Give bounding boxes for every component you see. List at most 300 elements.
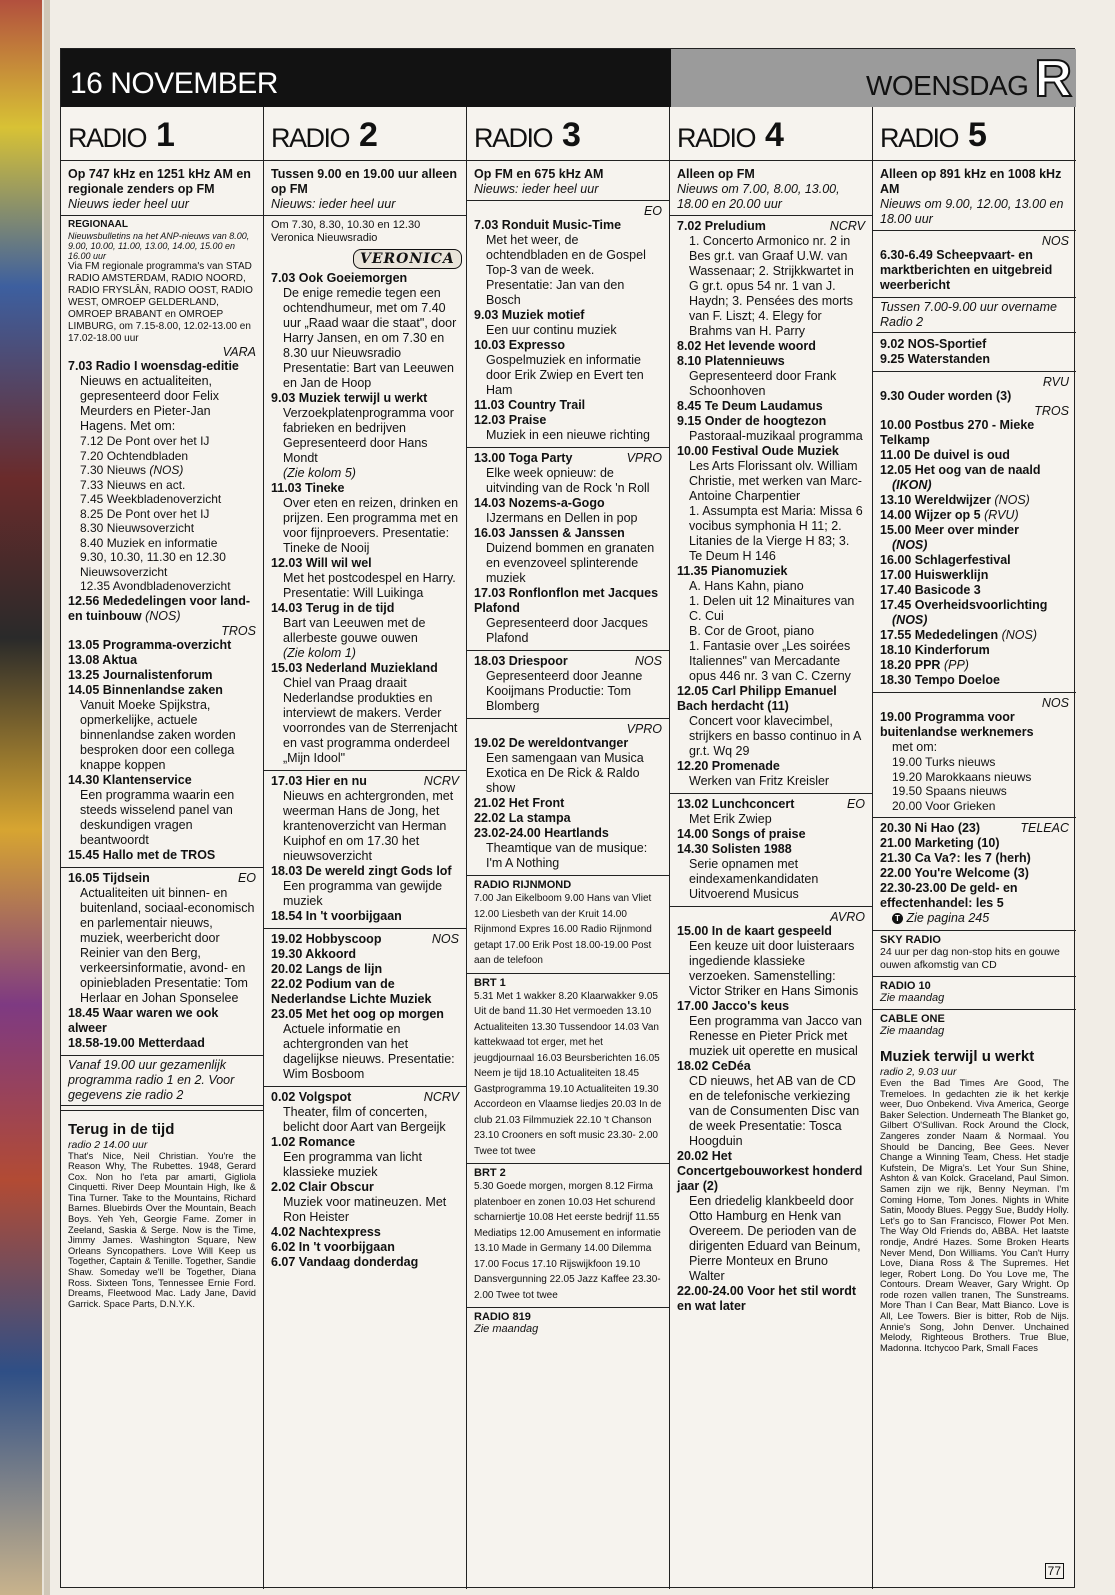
- program-title: [677, 1149, 865, 1194]
- program-name: 9.30 Ouder worden (3): [880, 389, 1012, 403]
- program-description: Theamtique van de musique: I'm A Nothing: [486, 841, 648, 870]
- program-title: [880, 643, 1069, 658]
- program-name: 18.03 Driespoor: [474, 654, 568, 668]
- program-name: 8.02 Het levende woord: [677, 339, 816, 353]
- program-name: 13.05 Programma-overzicht: [68, 637, 232, 652]
- radio-column: [61, 107, 264, 1589]
- program-description: Bart van Leeuwen met de allerbeste gouwe ouwen: [283, 616, 426, 645]
- program-description: Muziek voor matineuzen. Met Ron Heister: [283, 1195, 447, 1224]
- feature-box-title: Muziek terwijl u werkt: [880, 1048, 1035, 1065]
- program-name: 8.45 Te Deum Laudamus: [677, 399, 823, 413]
- program-title: [271, 932, 459, 947]
- subitem-text: 7.20 Ochtendbladen: [80, 448, 189, 463]
- radio-number: 3: [562, 116, 581, 154]
- divider: [873, 976, 1076, 977]
- program-title: [68, 359, 256, 374]
- program-name: 7.03 Ook Goeiemorgen: [271, 271, 408, 285]
- program-title: [474, 218, 662, 233]
- subitem-text: 7.33 Nieuws en act.: [80, 477, 186, 492]
- program-name: 2.02 Clair Obscur: [271, 1180, 374, 1194]
- station-info: 24 uur per dag non-stop hits en gouwe ouwen afkomstig van CD: [880, 946, 1060, 971]
- broadcaster-tag: NCRV: [423, 774, 459, 788]
- program-title: [880, 821, 1069, 836]
- program-name: 11.03 Tineke: [271, 481, 345, 495]
- program-name: 17.00 Huiswerklijn: [880, 568, 989, 582]
- program-description: Actualiteiten uit binnen- en buitenland, sociaal-economisch en parlementair nieuws, muziek, weerbericht door Reinier van den Berg, verkeersinformatie, avond- en opiniebladen Presentatie: Tom Herlaar en Johan Sponselee: [80, 885, 255, 1005]
- divider: [61, 867, 263, 868]
- program-description: Een programma van Jacco van Renesse en Pieter Prick met muziek uit operette en musical: [689, 1014, 863, 1058]
- subitem-text: 12.35 Avondbladenoverzicht: [80, 579, 231, 593]
- program-name: 15.00 In de kaart gespeeld: [677, 924, 832, 938]
- frequency-info: Op 747 kHz en 1251 kHz AM en regionale zenders op FM: [68, 167, 251, 196]
- program-name: 22.02 Podium van de Nederlandse Lichte Muziek: [271, 977, 432, 1006]
- regional-title: REGIONAAL: [68, 219, 128, 230]
- program-title: [474, 496, 662, 511]
- program-description: Nieuws en achtergronden, met weerman Hans de Jong, het krantenoverzicht van Herman Kuiphof en om 17.30 het nieuwsoverzicht: [283, 789, 454, 863]
- program-title: [880, 851, 1069, 866]
- program-title: [68, 594, 256, 624]
- program-name: 12.03 Praise: [474, 413, 547, 427]
- station-schedule: Zie maandag: [474, 1323, 539, 1335]
- program-title: [271, 481, 459, 496]
- program-description: Een uur continu muziek: [486, 323, 617, 337]
- radio-number: 4: [765, 116, 784, 154]
- program-title: [474, 526, 662, 541]
- program-name: 6.07 Vandaag donderdag: [271, 1255, 419, 1269]
- program-name: 18.03 De wereld zingt Gods lof: [271, 864, 452, 878]
- program-title: [880, 493, 1069, 508]
- program-description: Een programma waarin een steeds wisselend panel van deskundigen vragen beantwoordt: [80, 787, 235, 847]
- station-title: CABLE ONE: [880, 1013, 945, 1025]
- divider: [873, 692, 1076, 693]
- schedule-subitem: [68, 550, 256, 579]
- program-name: 12.03 Will wil wel: [271, 556, 372, 570]
- program-title: [68, 653, 256, 668]
- program-title: [271, 391, 459, 406]
- program-name: 23.02-24.00 Heartlands: [474, 826, 609, 840]
- radio-word: RADIO: [68, 123, 147, 153]
- program-name: 20.02 Het Concertgebouworkest honderd jaar (2): [677, 1149, 863, 1193]
- program-name: 7.03 Radio I woensdag-editie: [68, 359, 239, 373]
- program-description: Gepresenteerd door Jacques Plafond: [486, 616, 648, 645]
- feature-box-subtitle: radio 2 14.00 uur: [68, 1138, 148, 1151]
- program-description: Gepresenteerd door Frank Schoonhoven: [689, 369, 837, 398]
- divider: [264, 1086, 466, 1087]
- program-description: Les Arts Florissant olv. William Christie, met werken van Marc-Antoine Charpentier: [689, 459, 862, 503]
- program-description: B. Cor de Groot, piano: [689, 624, 815, 638]
- program-title: [271, 962, 459, 977]
- program-title: [271, 1135, 459, 1150]
- footnote: Vanaf 19.00 uur gezamenlijk programma radio 1 en 2. Voor gegevens zie radio 2: [61, 1055, 263, 1106]
- program-title: [68, 638, 256, 653]
- program-description: Gospelmuziek en informatie door Erik Zwiep en Evert ten Ham: [486, 353, 644, 397]
- program-name: 10.00 Postbus 270 - Mieke Telkamp: [880, 418, 1035, 447]
- program-name: 16.03 Janssen & Janssen: [474, 526, 625, 540]
- program-name: 12.56 Mededelingen voor land- en tuinbouw: [68, 593, 250, 623]
- program-description: Pastoraal-muzikaal programma: [689, 429, 863, 443]
- program-name: 12.05 Het oog van de naald: [880, 463, 1041, 477]
- program-name: 23.05 Met het oog op morgen: [271, 1007, 444, 1021]
- program-name: 17.00 Jacco's keus: [677, 999, 790, 1013]
- date-bar: [61, 49, 671, 107]
- frequency-info: Op FM en 675 kHz AM: [474, 167, 604, 181]
- date-header: [61, 49, 1076, 107]
- program-description: Werken van Fritz Kreisler: [689, 774, 830, 788]
- program-name: 10.00 Festival Oude Muziek: [677, 444, 839, 458]
- subitem-text: 7.45 Weekbladenoverzicht: [80, 492, 222, 506]
- program-description: De enige remedie tegen een ochtendhumeur, met om 7.40 uur „Raad waar die staat", door Harry Jansen, en om 7.30 en 8.30 uur Nieuwsradio Presentatie: Bart van Leeuwen en Jan de Hoop: [283, 286, 457, 390]
- station-title: BRT 1: [474, 976, 506, 989]
- program-description: Een keuze uit door luisteraars ingediende klassieke verzoeken. Samenstelling: Victor Striker en Hans Simonis: [689, 939, 859, 998]
- broadcaster-tag: NOS: [431, 932, 459, 946]
- program-title: [880, 248, 1069, 293]
- program-description: Muziek in een nieuwe richting: [486, 428, 650, 442]
- schedule-subitem: [880, 799, 1069, 814]
- program-title: [677, 219, 865, 234]
- program-name: 18.58-19.00 Metterdaad: [68, 1035, 205, 1050]
- section-badge: R: [1034, 50, 1072, 108]
- program-description: Een driedelig klankbeeld door Otto Hamburg en Henk van Overeem. De perioden van de dirigenten Eduard van Beinum, Pierre Monteux en Bruno Walter: [689, 1194, 861, 1283]
- subitem-text: 7.12 De Pont over het IJ: [80, 434, 210, 448]
- program-title: [880, 673, 1069, 688]
- radio-header: [873, 107, 1076, 161]
- subitem-text: 8.25 De Pont over het IJ: [80, 506, 210, 521]
- broadcaster-tag: EO: [846, 797, 865, 811]
- news-schedule: Nieuws: ieder heel uur: [467, 182, 669, 201]
- program-name: 15.45 Hallo met de TROS: [68, 847, 216, 862]
- program-title: [880, 598, 1069, 613]
- divider: [264, 928, 466, 929]
- date-label: 16 NOVEMBER: [70, 67, 278, 100]
- news-schedule: Nieuws om 7.00, 8.00, 13.00, 18.00 en 20.00 uur: [670, 182, 872, 216]
- subitem-text: 19.20 Marokkaans nieuws: [892, 769, 1032, 784]
- program-name: 17.55 Mededelingen: [880, 628, 999, 642]
- program-name: 20.30 Ni Hao (23): [880, 821, 981, 835]
- radio-number: 1: [156, 116, 175, 154]
- station-schedule: 5.30 Goede morgen, morgen 8.12 Firma platenboer en zonen 10.03 Het schurend scharniertje 10.08 Het eerste bedrijf 11.55 Mediatips 12.00 Amusement en informatie 13.10 Made in Germany 14.00 Dilemma 17.00 Focus 17.10 Rijswijkfoon 19.10 Dansvergunning 22.05 Jazz Kaffee 23.30-2.00 Twee tot twee: [474, 1181, 661, 1301]
- program-title: [68, 871, 256, 886]
- station-schedule: 5.31 Met 1 wakker 8.20 Klaarwakker 9.05 Uit de band 11.30 Het vermoeden 13.10 Actualiteiten 13.30 Tussendoor 14.03 Van kattekwaad tot erger, met het jeugdjournaal 16.03 Beursberichten 16.05 Neem je tijd 18.10 Actualiteiten 18.45 Gastprogramma 19.10 Actualiteiten 19.30 Accordeon en Vlaamse liedjes 20.03 In de club 21.03 Filmmuziek 22.10 't Chanson 23.10 Crooners en soft music 23.30- 2.00 Twee tot twee: [474, 990, 662, 1157]
- schedule-subitem: [880, 755, 1069, 770]
- broadcaster-label: VPRO: [626, 722, 662, 736]
- program-title: [474, 398, 662, 413]
- program-title: [474, 586, 662, 616]
- program-name: 22.30-23.00 De geld- en effectenhandel: les 5: [880, 881, 1018, 910]
- program-title: [271, 1240, 459, 1255]
- adjacent-page-edge: [0, 0, 48, 1595]
- program-name: 9.03 Muziek terwijl u werkt: [271, 391, 428, 405]
- radio-word: RADIO: [271, 123, 350, 153]
- program-title: [677, 797, 865, 812]
- news-schedule: Nieuws: ieder heel uur: [264, 197, 466, 216]
- program-description: Concert voor klavecimbel, strijkers en basso continuo in A gr.t. Wq 29: [689, 714, 861, 758]
- divider: [873, 1009, 1076, 1010]
- divider: [467, 875, 669, 876]
- program-title: [474, 796, 662, 811]
- program-name: 14.00 Songs of praise: [677, 827, 806, 841]
- broadcaster-tag: NCRV: [423, 1090, 459, 1104]
- station-schedule: 7.00 Jan Eikelboom 9.00 Hans van Vliet 12.00 Liesbeth van der Kruit 14.00 Rijnmond Expres 16.00 Radio Rijnmond getapt 17.00 Erik Post 18.00-19.00 Post aan de telefoon: [474, 893, 652, 966]
- frequency-info: Alleen op FM: [677, 167, 755, 181]
- program-name: 22.00 You're Welcome (3): [880, 866, 1029, 880]
- schedule-subitem: [68, 507, 256, 522]
- program-name: 12.05 Carl Philipp Emanuel Bach herdacht (11): [677, 684, 837, 713]
- program-name: 13.02 Lunchconcert: [677, 797, 795, 811]
- broadcaster-label: RVU: [1042, 375, 1069, 389]
- program-description: Actuele informatie en achtergronden van het dagelijkse nieuws. Presentatie: Wim Bosboom: [283, 1022, 455, 1081]
- program-name: 21.30 Ca Va?: les 7 (herh): [880, 851, 1031, 865]
- frequency-info: Tussen 9.00 en 19.00 uur alleen op FM: [271, 167, 457, 196]
- program-description: (Zie kolom 5): [283, 466, 356, 480]
- subitem-text: 7.30 Nieuws: [80, 463, 147, 477]
- program-description: 1. Fantasie over „Les soirées Italiennes" van Mercadante opus 446 nr. 3 van C. Czerny: [689, 639, 851, 683]
- divider: [467, 718, 669, 719]
- program-name: 17.03 Hier en nu: [271, 774, 367, 788]
- program-name: 16.05 Tijdsein: [68, 870, 150, 885]
- program-name: 16.00 Schlagerfestival: [880, 553, 1011, 567]
- program-title: [474, 654, 662, 669]
- program-title: [677, 999, 865, 1014]
- divider: [467, 973, 669, 974]
- program-title: [68, 668, 256, 683]
- program-title: [271, 556, 459, 571]
- program-title: [677, 924, 865, 939]
- broadcaster-tag: (NOS): [1001, 628, 1038, 642]
- broadcaster-tag: (NOS): [145, 608, 181, 623]
- program-title: [271, 601, 459, 616]
- program-title: [271, 1180, 459, 1195]
- program-name: 22.00-24.00 Voor het stil wordt en wat later: [677, 1284, 856, 1313]
- radio-word: RADIO: [677, 123, 756, 153]
- station-info: Zie maandag: [880, 1025, 945, 1037]
- program-description: 1. Concerto Armonico nr. 2 in Bes gr.t. van Graaf U.W. van Wassenaar; 2. Strijkkwartet in G gr.t. opus 54 nr. 1 van J. Haydn; 3. Pensées des morts van F. Liszt; 4. Elegy for Brahms van H. Parry: [689, 234, 854, 338]
- program-title: [880, 389, 1069, 404]
- schedule-subitem: [68, 434, 256, 449]
- program-description: Met Erik Zwiep: [689, 812, 772, 826]
- broadcaster-tag: (PP): [943, 658, 969, 672]
- broadcaster-label: AVRO: [830, 910, 865, 924]
- broadcaster-tag: TELEAC: [1020, 821, 1069, 835]
- program-description: Nieuws en actualiteiten, gepresenteerd door Felix Meurders en Pieter-Jan Hagens. Met om:: [80, 374, 219, 433]
- radio-number: 2: [359, 116, 378, 154]
- program-name: 0.02 Volgspot: [271, 1090, 352, 1104]
- subitem-text: 20.00 Voor Grieken: [892, 798, 996, 813]
- program-description: Theater, film of concerten, belicht door Aart van Bergeijk: [283, 1105, 446, 1134]
- program-name: 9.15 Onder de hoogtezon: [677, 414, 827, 428]
- program-name: 10.03 Expresso: [474, 338, 566, 352]
- program-name: 21.00 Marketing (10): [880, 836, 1000, 850]
- program-title: [474, 826, 662, 841]
- program-name: 11.03 Country Trail: [474, 398, 586, 412]
- program-title: [880, 628, 1069, 643]
- program-title: [271, 661, 459, 676]
- program-title: [677, 444, 865, 459]
- program-description: CD nieuws, het AB van de CD en de telefonische verkiezing van de Consumenten Disc van de week Presentatie: Tosca Hoogduin: [689, 1074, 860, 1148]
- program-title: [474, 338, 662, 353]
- program-name: 14.30 Klantenservice: [68, 772, 192, 787]
- program-name: 14.05 Binnenlandse zaken: [68, 682, 223, 697]
- program-description: Met het postcodespel en Harry. Presentatie: Will Luikinga: [283, 571, 456, 600]
- station-title: RADIO RIJNMOND: [474, 879, 572, 891]
- program-description: A. Hans Kahn, piano: [689, 579, 804, 593]
- program-description: IJzermans en Dellen in pop: [486, 511, 638, 525]
- program-title: [271, 909, 459, 924]
- schedule-subitem: [68, 492, 256, 507]
- program-name: 13.08 Aktua: [68, 652, 138, 667]
- program-name: 13.00 Toga Party: [474, 451, 573, 465]
- program-title: [880, 568, 1069, 583]
- program-title: [677, 414, 865, 429]
- schedule-subitem: [68, 449, 256, 464]
- program-description: Chiel van Praag draait Nederlandse produkties en interviewt de makers. Verder voorrondes van de Sterrenjacht en vast programma onderdeel „Mijn Idool": [283, 676, 458, 765]
- program-title: [880, 463, 1069, 478]
- program-title: [68, 1036, 256, 1051]
- feature-box-playlist: That's Nice, Neil Christian. You're the Reason Why, The Rubettes. 1948, Gerard Cox. Non ho l'eta par amarti, Gigliola Cinquetti. River Deep Mountain High, Ike & Tina Turner. Take to the Mountains, Richard Barnes. Bluebirds Over the Mountain, Beach Boys. Yeh Yeh, Georgie Fame. Zomer in Zeeland, Saskia & Serge. Now is the Time, Jimmy James. Washington Square, New Orleans Syncopathers. Love Will Keep us Together, Captain & Tenille. Together, Sandie Shaw. Someday we'll be Together, Diana Ross. Sixteen Tons, Tennessee Ernie Ford. Dreams, Fleetwood Mac. Lady Jane, David Garrick. Space Parts, D.N.Y.K.: [68, 1149, 256, 1309]
- teletext-icon: T: [892, 913, 903, 924]
- broadcaster-label: NOS: [1041, 696, 1069, 710]
- program-title: [677, 564, 865, 579]
- program-description: Duizend bommen en granaten en evenzoveel splinterende muziek: [486, 541, 655, 585]
- program-name: 12.20 Promenade: [677, 759, 780, 773]
- veronica-logo: VERONICA: [353, 249, 462, 269]
- divider: [670, 793, 872, 794]
- radio-header: [264, 107, 466, 161]
- program-description: Een programma van licht klassieke muziek: [283, 1150, 422, 1179]
- divider: [467, 650, 669, 651]
- schedule-subitem: [68, 478, 256, 493]
- broadcaster-tag: (IKON): [892, 478, 932, 492]
- program-title: [474, 811, 662, 826]
- radio-word: RADIO: [880, 123, 959, 153]
- program-title: [474, 451, 662, 466]
- program-description: Met het weer, de ochtendbladen en de Gospel Top-3 van de week. Presentatie: Jan van den Bosch: [486, 233, 646, 307]
- broadcaster-tag: (RVU): [984, 508, 1019, 522]
- subitem-text: 9.30, 10.30, 11.30 en 12.30 Nieuwsoverzicht: [80, 550, 226, 579]
- program-title: [677, 842, 865, 857]
- regional-via: Via FM regionale programma's van STAD RADIO AMSTERDAM, RADIO NOORD, RADIO FRYSLÂN, RADIO OOST, RADIO WEST, OMROEP GELDERLAND, OMROEP BRABANT en OMROEP LIMBURG, om 7.15-8.00, 12.02-13.00 en 17.02-18.00 uur: [68, 261, 253, 344]
- subitem-text: 8.40 Muziek en informatie: [80, 535, 218, 550]
- radio-word: RADIO: [474, 123, 553, 153]
- day-label: WOENSDAG: [865, 70, 1029, 101]
- program-title: [271, 1255, 459, 1270]
- schedule-subitem: [68, 463, 256, 478]
- program-name: 18.02 CeDéa: [677, 1059, 751, 1073]
- subitem-tag: (NOS): [149, 463, 184, 477]
- program-title: [677, 759, 865, 774]
- schedule-subitem: [68, 579, 256, 594]
- program-title: [271, 864, 459, 879]
- broadcaster-label: TROS: [221, 623, 256, 638]
- program-description: 1. Delen uit 12 Minaitures van C. Cui: [689, 594, 855, 623]
- divider: [467, 1163, 669, 1164]
- program-title: [880, 583, 1069, 598]
- day-bar: [671, 49, 1076, 107]
- program-name: 18.20 PPR: [880, 658, 941, 672]
- program-title: [677, 684, 865, 714]
- program-name: 9.03 Muziek motief: [474, 308, 585, 322]
- program-title: [68, 683, 256, 698]
- regional-bulletins: Nieuwsbulletins na het ANP-nieuws van 8.00, 9.00, 10.00, 11.00, 13.00, 14.00, 15.00 en 16.00 uur: [68, 231, 250, 261]
- radio-column: [264, 107, 467, 1589]
- station-title: SKY RADIO: [880, 934, 941, 946]
- broadcaster-tag: (NOS): [892, 613, 928, 627]
- program-name: 18.30 Tempo Doeloe: [880, 673, 1000, 687]
- radio-number: 5: [968, 116, 987, 154]
- program-title: [880, 508, 1069, 523]
- divider: [264, 770, 466, 771]
- program-description: Serie opnamen met eindexamenkandidaten Uitvoerend Musicus: [689, 857, 819, 901]
- program-name: 21.02 Het Front: [474, 796, 565, 810]
- program-description: Elke week opnieuw: de uitvinding van de Rock 'n Roll: [486, 466, 650, 495]
- program-name: 19.00 Programma voor buitenlandse werknemers: [880, 710, 1034, 739]
- program-name: 13.25 Journalistenforum: [68, 667, 213, 682]
- program-description: Een programma van gewijde muziek: [283, 879, 443, 908]
- divider: [467, 1307, 669, 1308]
- program-name: 15.00 Meer over minder: [880, 523, 1019, 537]
- program-description: Vanuit Moeke Spijkstra, opmerkelijke, actuele binnenlandse zaken worden besproken door een collega knappe koppen: [80, 697, 236, 772]
- feature-box-playlist: Even the Bad Times Are Good, The Tremeloes. In gedachten zie ik het kerkje weer, Duo Onbekend. Viva America, George Baker Selection. Underneath The Blanket go, Gilbert O'Sullivan. Rock Around the Clock, Zangeres zonder Naam & Normaal. You Should be Dancing, Bee Gees. Never Change a Winning Team, Chess. Het stadje Kufstein, De Migra's. Let Your Sun Shine, Ashton & van Kolck. Graceland, Paul Simon. Samen zijn we rijk, Benny Neyman. I'm Coming Home, Tom Jones. Nights in White Satin, Moody Blues. Peggy Sue, Buddy Holly. Let's go to San Francisco, Flower Pot Men. The Way Old Friends do, ABBA. Het laatste rondje, André Hazes. Some Broken Hearts Never Mend, Don Williams. You Can't Hurry Love, Diana Ross & The Supremes. Het leger, Robert Long. Do You Love me, The Contours. Dream Weaver, Gary Wright. Op rode rozen vallen tranen, The Sunstreams. More Than I Can Bear, Matt Bianco. Love is All, Lee Towers. Bier is bitter, Rob de Nijs. Annie's Song, John Denver. Unchained Melody, Righteous Brothers. True Blue, Madonna. Itchycoo Park, Small Faces: [880, 1077, 1069, 1353]
- program-name: 1.02 Romance: [271, 1135, 356, 1149]
- station-title: RADIO 10: [880, 980, 931, 992]
- program-name: 6.02 In 't voorbijgaan: [271, 1240, 395, 1254]
- program-title: [271, 1007, 459, 1022]
- program-title: [474, 736, 662, 751]
- program-name: 18.54 In 't voorbijgaan: [271, 909, 402, 923]
- feature-box-subtitle: radio 2, 9.03 uur: [880, 1066, 957, 1078]
- news-schedule: Nieuws ieder heel uur: [61, 197, 263, 216]
- radio-column: [670, 107, 873, 1589]
- program-name: 14.00 Wijzer op 5: [880, 508, 981, 522]
- station-title: BRT 2: [474, 1167, 506, 1179]
- program-name: 19.02 De wereldontvanger: [474, 736, 629, 750]
- program-title: [880, 352, 1069, 367]
- program-name: 7.02 Preludium: [677, 219, 766, 233]
- divider: [61, 1110, 263, 1111]
- veronica-note: Om 7.30, 8.30, 10.30 en 12.30 Veronica Nieuwsradio: [271, 219, 421, 244]
- program-description: met om:: [892, 740, 938, 754]
- program-title: [271, 271, 459, 286]
- divider: [670, 906, 872, 907]
- radio-columns: [61, 107, 1076, 1589]
- frequency-info: Alleen op 891 kHz en 1008 kHz AM: [880, 167, 1062, 196]
- program-name: 11.00 De duivel is oud: [880, 448, 1010, 462]
- broadcaster-label: VARA: [222, 345, 256, 359]
- program-title: [271, 1225, 459, 1240]
- subitem-text: 19.00 Turks nieuws: [892, 755, 996, 769]
- program-name: 6.30-6.49 Scheepvaart- en marktberichten en uitgebreid weerbericht: [880, 248, 1053, 292]
- program-title: [677, 1284, 865, 1314]
- program-title: [880, 710, 1069, 740]
- program-title: [880, 337, 1069, 352]
- program-description: Een samengaan van Musica Exotica en De Rick & Raldo show: [486, 751, 644, 795]
- subitem-text: 8.30 Nieuwsoverzicht: [80, 521, 195, 535]
- schedule-note: Tussen 7.00-9.00 uur overname Radio 2: [873, 297, 1076, 333]
- broadcaster-tag: EO: [237, 870, 256, 885]
- news-schedule: Nieuws om 9.00, 12.00, 13.00 en 18.00 uur: [873, 197, 1076, 231]
- program-title: [880, 836, 1069, 851]
- see-page-text: Zie pagina 245: [906, 911, 990, 925]
- station-title: RADIO 819: [474, 1311, 531, 1323]
- divider: [467, 447, 669, 448]
- program-name: 7.03 Ronduit Music-Time: [474, 218, 622, 232]
- program-title: [677, 399, 865, 414]
- program-name: 15.03 Nederland Muziekland: [271, 661, 438, 675]
- program-description: Gepresenteerd door Jeanne Kooijmans Productie: Tom Blomberg: [486, 669, 643, 713]
- program-name: 17.45 Overheidsvoorlichting: [880, 598, 1048, 612]
- broadcaster-label: EO: [643, 204, 662, 218]
- station-info: Zie maandag: [880, 992, 945, 1004]
- program-title: [474, 308, 662, 323]
